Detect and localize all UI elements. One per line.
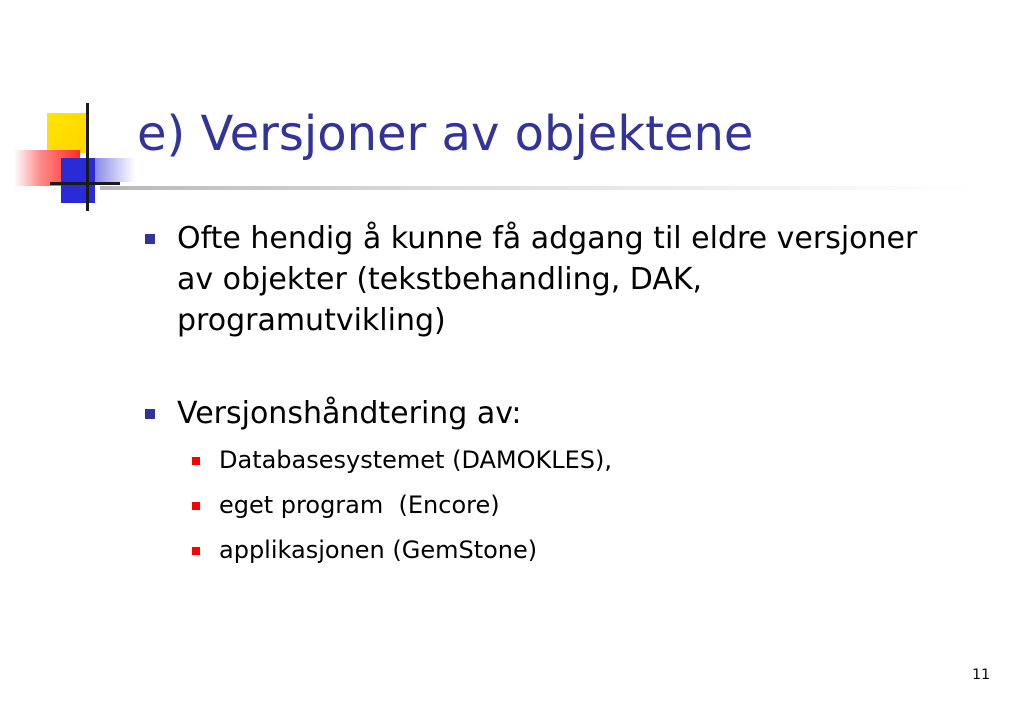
sub-bullet-square-icon <box>192 547 200 555</box>
sub-bullet-text: applikasjonen (GemStone) <box>219 536 538 564</box>
sub-bullet-item <box>145 483 985 528</box>
sub-bullet-square-icon <box>192 457 200 465</box>
bullet-item <box>145 393 985 434</box>
bullet-spacer <box>145 341 985 393</box>
title-underline-rule <box>100 186 980 190</box>
logo-blue-square <box>61 158 95 203</box>
logo-vertical-line <box>86 103 89 211</box>
logo-yellow-square <box>47 113 87 153</box>
sub-bullet-item <box>145 438 985 483</box>
bullet-line: av objekter (tekstbehandling, DAK, <box>177 262 703 297</box>
page-number: 11 <box>972 667 990 683</box>
bullet-item <box>145 218 985 341</box>
bullet-square-icon <box>145 234 155 244</box>
sub-bullet-square-icon <box>192 502 200 510</box>
sub-bullet-item <box>145 528 985 573</box>
bullet-text: Versjonshåndtering av: <box>177 396 522 431</box>
sub-bullet-text: Databasesystemet (DAMOKLES), <box>219 446 613 474</box>
bullet-square-icon <box>145 409 155 419</box>
logo-horizontal-line <box>50 182 120 185</box>
sub-bullet-text: eget program (Encore) <box>219 491 500 519</box>
logo-blue-fade <box>95 158 135 182</box>
bullet-line: programutvikling) <box>177 303 446 338</box>
slide-title: e) Versjoner av objektene <box>137 106 754 162</box>
bullet-line: Ofte hendig å kunne få adgang til eldre versjoner <box>177 221 918 256</box>
slide-content <box>145 218 985 573</box>
